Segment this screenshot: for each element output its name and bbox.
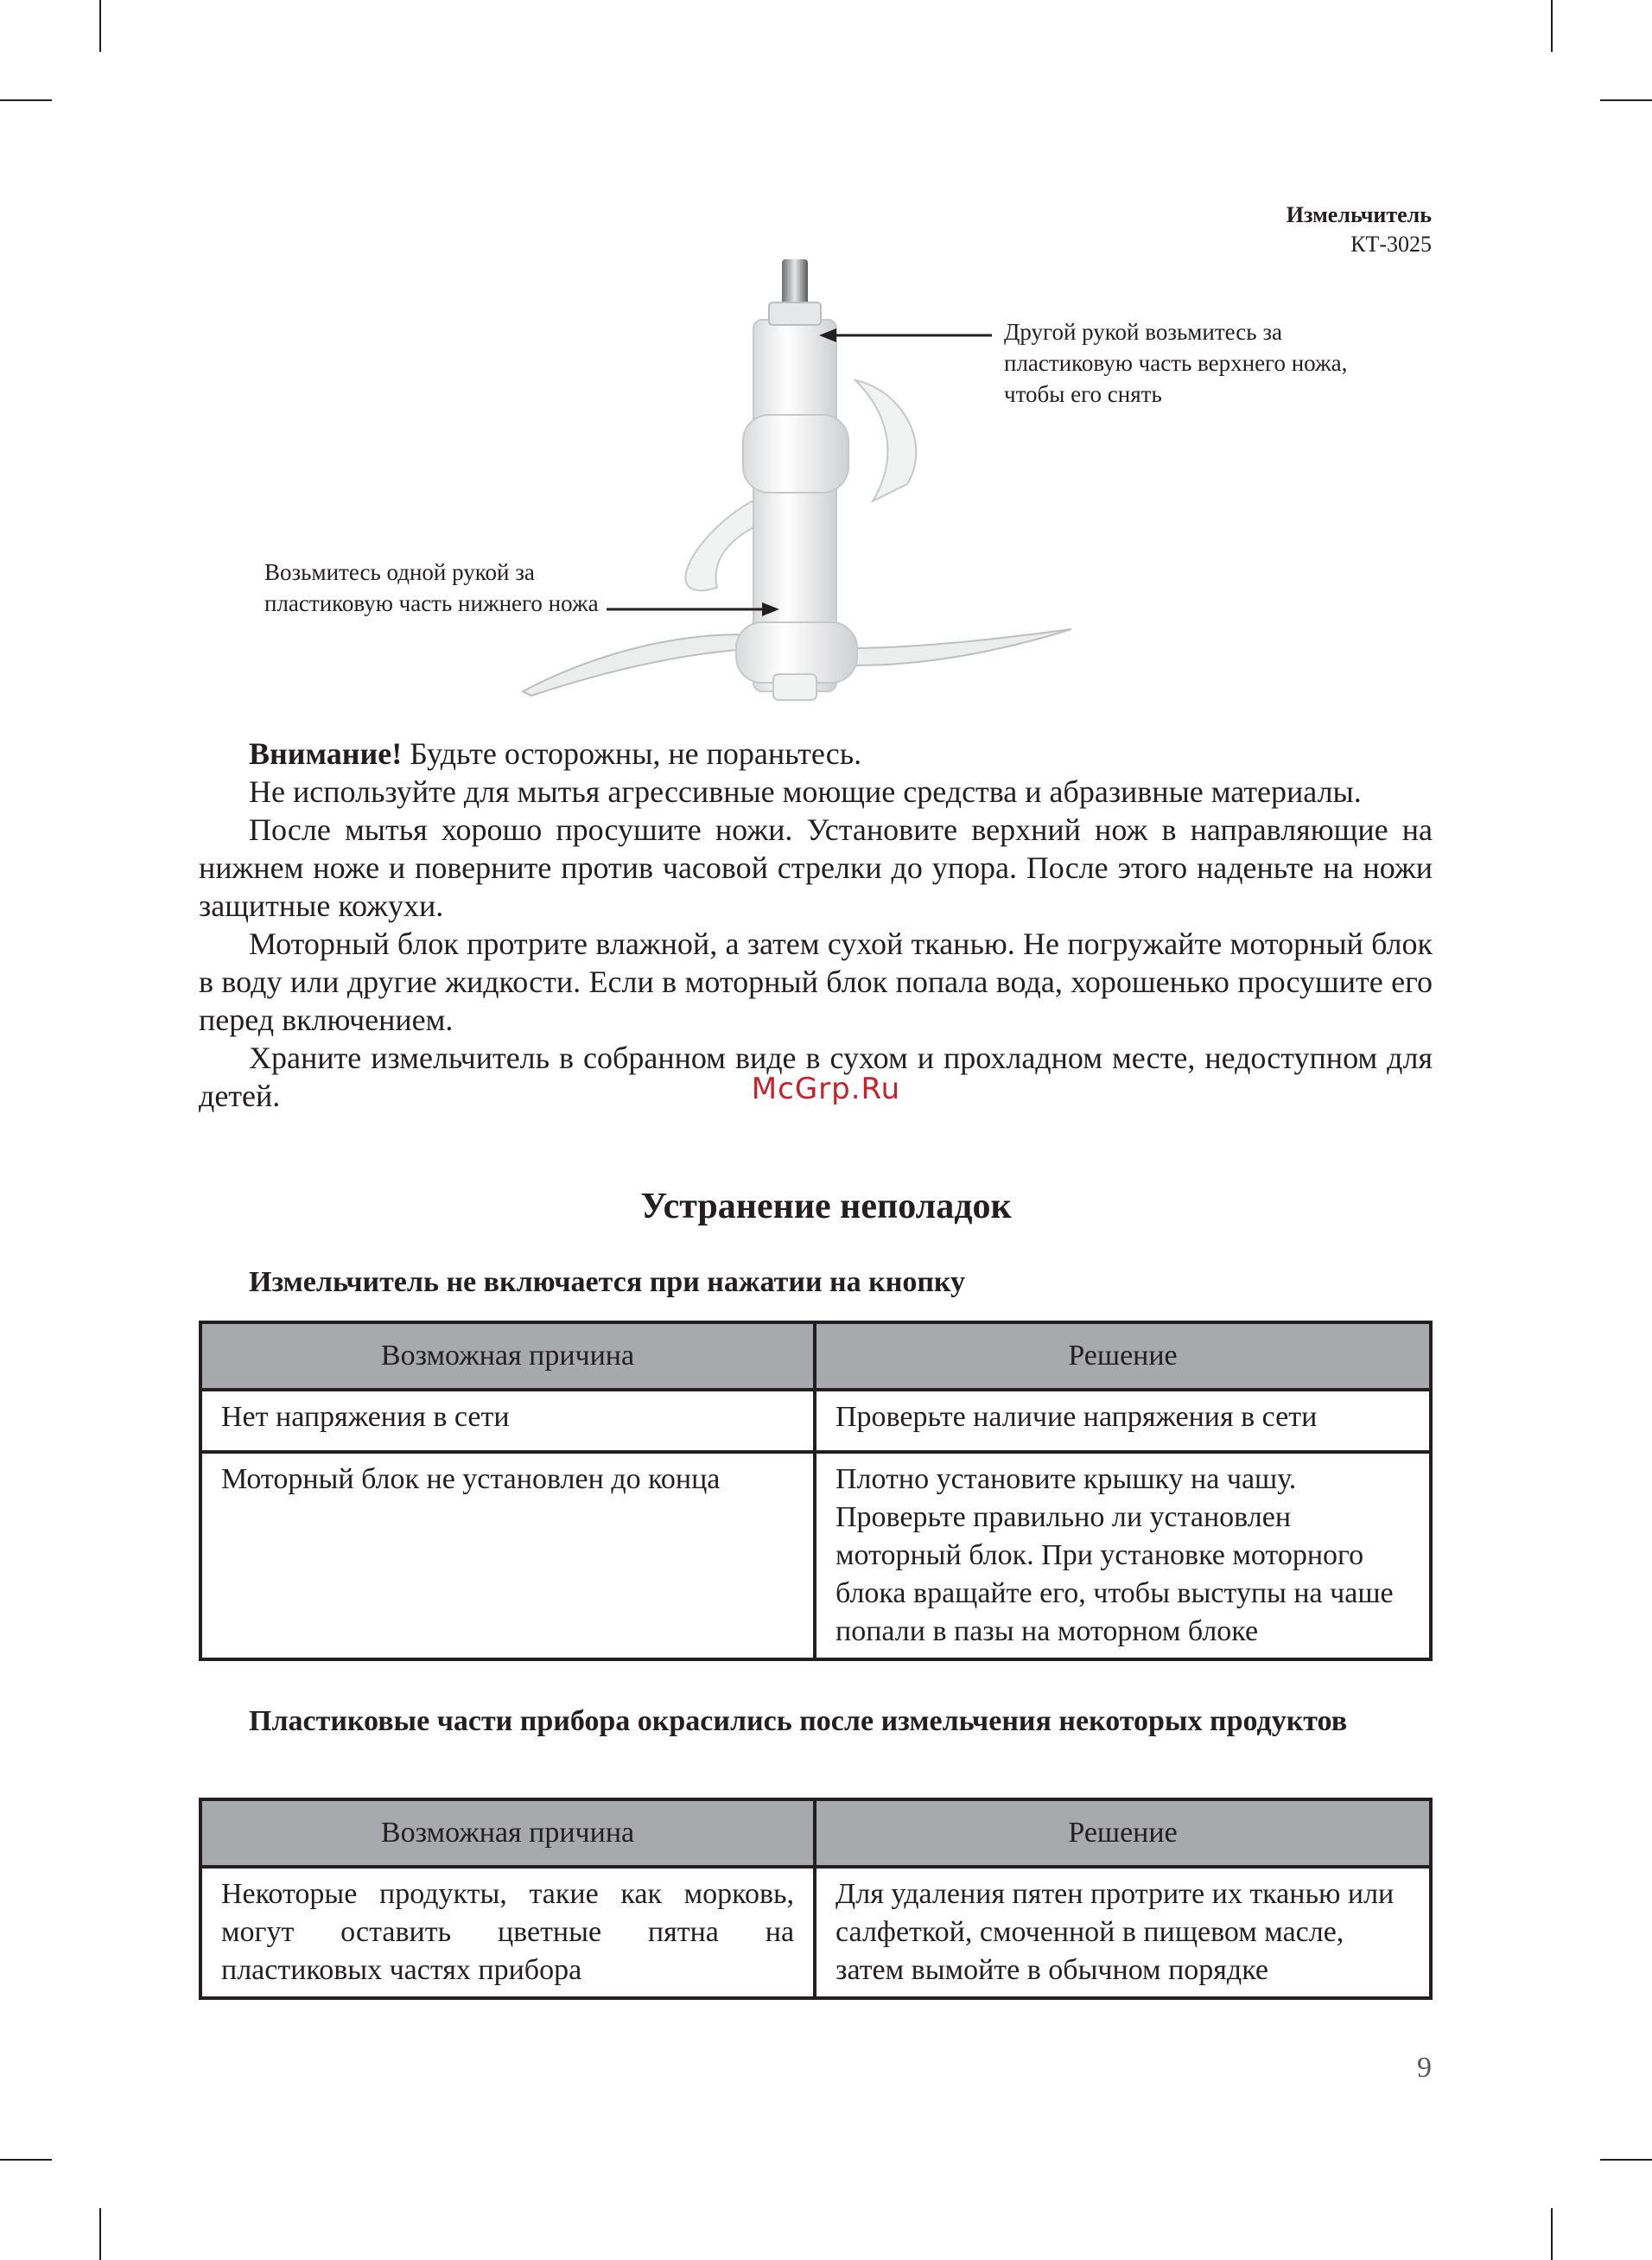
crop-mark [1600, 99, 1652, 101]
cause-cell: Некоторые продукты, такие как морковь, могут оставить цветные пятна на пластиковых частях прибора [200, 1867, 815, 1998]
paragraph: Не используйте для мытья агрессивные моющие средства и абразивные материалы. [249, 774, 1362, 809]
cause-cell: Моторный блок не установлен до конца [200, 1452, 815, 1659]
crop-mark [99, 0, 101, 52]
troubleshooting-table [199, 1321, 1433, 1661]
troubleshooting-table [199, 1798, 1433, 2000]
warning-text: Будьте осторожны, не пораньтесь. [402, 736, 862, 771]
table-row [200, 1452, 1431, 1659]
blade-figure [0, 242, 1652, 726]
section-title: Устранение неполадок [640, 1187, 1012, 1226]
table-header-row [200, 1322, 1431, 1390]
header-model: КТ-3025 [1350, 232, 1432, 257]
paragraph: Моторный блок протрите влажной, а затем сухой тканью. Не погружайте моторный блок в воду или другие жидкости. Если в моторный блок попала вода, хорошенько просушите его перед включением. [199, 926, 1433, 1037]
crop-mark [0, 99, 52, 101]
column-header-solution: Решение [815, 1322, 1431, 1390]
column-header-cause: Возможная причина [200, 1799, 815, 1867]
care-instructions [199, 735, 1433, 1115]
callout-upper-blade: Другой рукой возьмитесь за пластиковую часть верхнего ножа, чтобы его снять [1004, 319, 1348, 407]
warning-paragraph [199, 735, 1433, 773]
watermark: McGrp.Ru [751, 1072, 901, 1106]
crop-mark [1551, 2208, 1553, 2260]
column-header-solution: Решение [815, 1799, 1431, 1867]
table-header-row [200, 1799, 1431, 1867]
table-row [200, 1390, 1431, 1452]
table-row [200, 1867, 1431, 1998]
problem-title: Измельчитель не включается при нажатии на кнопку [249, 1266, 966, 1298]
crop-mark [99, 2208, 101, 2260]
warning-label: Внимание! [249, 736, 403, 771]
crop-mark [1551, 0, 1553, 52]
callout-lower-blade: Возьмитесь одной рукой за пластиковую часть нижнего ножа [264, 559, 599, 616]
header-product: Измельчитель [1286, 202, 1432, 227]
blade-assembly-illustration [0, 242, 1652, 726]
crop-mark [0, 2159, 52, 2161]
page-number: 9 [1417, 2052, 1432, 2084]
solution-cell: Плотно установите крышку на чашу. Проверьте правильно ли установлен моторный блок. При установке моторного блока вращайте его, чтобы выступы на чаше попали в пазы на моторном блоке [815, 1452, 1431, 1659]
solution-cell: Проверьте наличие напряжения в сети [815, 1390, 1431, 1452]
column-header-cause: Возможная причина [200, 1322, 815, 1390]
solution-cell: Для удаления пятен протрите их тканью или салфеткой, смоченной в пищевом масле, затем вымойте в обычном порядке [815, 1867, 1431, 1998]
paragraph: После мытья хорошо просушите ножи. Установите верхний нож в направляющие на нижнем ноже и поверните против часовой стрелки до упора. После этого наденьте на ножи защитные кожухи. [199, 812, 1433, 923]
crop-mark [1600, 2159, 1652, 2161]
cause-cell: Нет напряжения в сети [200, 1390, 815, 1452]
problem-title: Пластиковые части прибора окрасились после измельчения некоторых продуктов [249, 1705, 1348, 1737]
paragraph: Храните измельчитель в собранном виде в сухом и прохладном месте, недоступном для детей. [199, 1041, 1433, 1113]
